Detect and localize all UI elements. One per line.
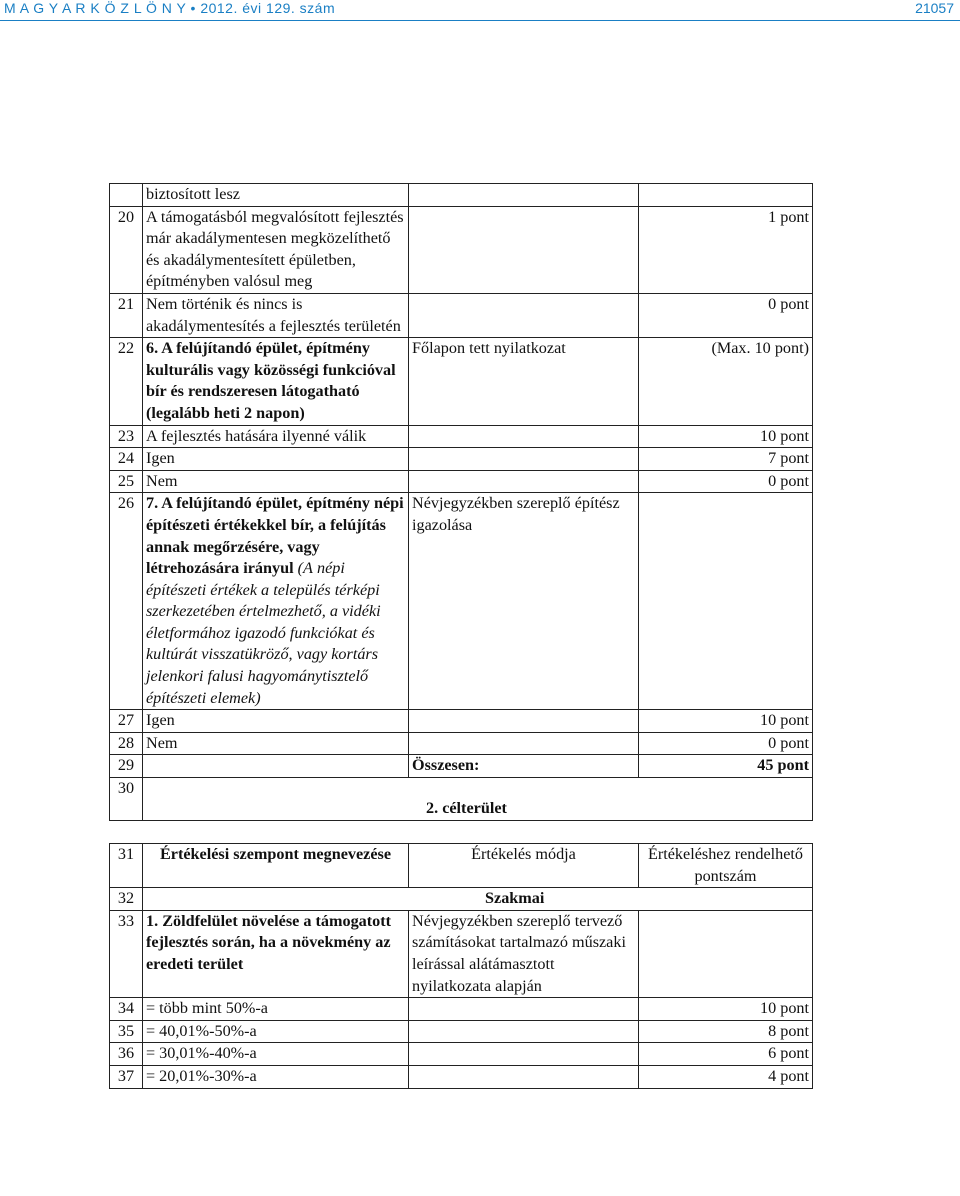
points-cell: 6 pont — [639, 1043, 813, 1066]
table-row — [110, 493, 813, 710]
journal-title: M A G Y A R K Ö Z L Ö N Y — [4, 0, 187, 16]
row-number: 24 — [110, 448, 143, 471]
points-cell — [639, 910, 813, 997]
table-row — [110, 184, 813, 207]
criterion-italic-text: népi építészeti értékek a település térképi szerkezetében értelmezhető, a vidéki életformához igazodó funkciókat és kultúrát visszatükröző, vagy kortárs jelenkori falusi hagyománytisztelő építészeti elemek) — [146, 559, 381, 707]
criterion-cell: = 40,01%-50%-a — [143, 1020, 409, 1043]
criterion-cell: = 30,01%-40%-a — [143, 1043, 409, 1066]
table-row — [110, 844, 813, 888]
points-header: Értékeléshez rendelhető pontszám — [639, 844, 813, 888]
page-header — [0, 0, 960, 26]
row-number: 26 — [110, 493, 143, 710]
criterion-cell: Igen — [143, 710, 409, 733]
scoring-table — [109, 183, 813, 1089]
criterion-cell — [143, 755, 409, 778]
points-cell: 0 pont — [639, 293, 813, 337]
method-cell — [409, 1020, 639, 1043]
bullet-separator: • — [190, 0, 196, 16]
row-number: 25 — [110, 470, 143, 493]
total-label: Összesen: — [409, 755, 639, 778]
table-row — [110, 710, 813, 733]
table-row — [110, 1020, 813, 1043]
row-number: 22 — [110, 338, 143, 425]
criterion-cell: Nem — [143, 732, 409, 755]
method-cell — [409, 1065, 639, 1088]
running-head — [4, 0, 335, 16]
method-cell — [409, 732, 639, 755]
row-number: 20 — [110, 206, 143, 293]
table-row — [110, 998, 813, 1021]
row-number: 28 — [110, 732, 143, 755]
method-cell: Névjegyzékben szereplő tervező számításokat tartalmazó műszaki leírással alátámasztott nyilatkozata alapján — [409, 910, 639, 997]
criterion-cell: = több mint 50%-a — [143, 998, 409, 1021]
table-row — [110, 448, 813, 471]
table-row — [110, 1065, 813, 1088]
total-points: 45 pont — [639, 755, 813, 778]
table-row — [110, 910, 813, 997]
row-number: 27 — [110, 710, 143, 733]
criterion-cell: A támogatásból megvalósított fejlesztés már akadálymentesen megközelíthető és akadálymentesített épületben, építményben valósul meg — [143, 206, 409, 293]
issue-label: 2012. évi 129. szám — [200, 0, 336, 16]
subsection-heading: Szakmai — [143, 888, 813, 911]
row-number: 37 — [110, 1065, 143, 1088]
points-cell: 1 pont — [639, 206, 813, 293]
table-row — [110, 888, 813, 911]
method-cell — [409, 998, 639, 1021]
criterion-cell: Nem — [143, 470, 409, 493]
row-number: 35 — [110, 1020, 143, 1043]
criterion-header: Értékelési szempont megnevezése — [143, 844, 409, 888]
row-number: 31 — [110, 844, 143, 888]
points-cell: 10 pont — [639, 710, 813, 733]
row-number: 21 — [110, 293, 143, 337]
method-cell — [409, 470, 639, 493]
method-cell: Névjegyzékben szereplő építész igazolása — [409, 493, 639, 710]
points-cell: 10 pont — [639, 425, 813, 448]
row-number: 33 — [110, 910, 143, 997]
row-number: 36 — [110, 1043, 143, 1066]
method-cell — [409, 293, 639, 337]
table-row — [110, 778, 813, 821]
method-cell — [409, 710, 639, 733]
method-cell — [409, 448, 639, 471]
method-cell — [409, 206, 639, 293]
row-number: 23 — [110, 425, 143, 448]
criterion-bold-text: 7. A felújítandó épület, építmény népi építészeti értékekkel bír, a felújítás annak megőrzésére, vagy létrehozására irányul — [146, 494, 404, 578]
points-cell: 0 pont — [639, 732, 813, 755]
table-row — [110, 732, 813, 755]
method-cell — [409, 184, 639, 207]
criterion-cell: Nem történik és nincs is akadálymentesítés a fejlesztés területén — [143, 293, 409, 337]
points-cell: 4 pont — [639, 1065, 813, 1088]
row-number: 32 — [110, 888, 143, 911]
table-row — [110, 293, 813, 337]
method-cell — [409, 425, 639, 448]
table-row — [110, 338, 813, 425]
points-cell — [639, 184, 813, 207]
table-row — [110, 755, 813, 778]
header-rule — [0, 20, 960, 21]
points-cell — [639, 493, 813, 710]
points-cell: 8 pont — [639, 1020, 813, 1043]
method-cell: Főlapon tett nyilatkozat — [409, 338, 639, 425]
criterion-cell: A fejlesztés hatására ilyenné válik — [143, 425, 409, 448]
method-cell — [409, 1043, 639, 1066]
row-number — [110, 184, 143, 207]
criterion-cell: 6. A felújítandó épület, építmény kulturális vagy közösségi funkcióval bír és rendszeresen látogatható (legalább heti 2 napon) — [143, 338, 409, 425]
criterion-cell: Igen — [143, 448, 409, 471]
criterion-cell — [143, 493, 409, 710]
points-cell: 0 pont — [639, 470, 813, 493]
points-cell: (Max. 10 pont) — [639, 338, 813, 425]
page-number: 21057 — [915, 0, 954, 16]
criterion-paren-text: (A — [293, 559, 313, 578]
table-row — [110, 1043, 813, 1066]
row-number: 34 — [110, 998, 143, 1021]
table-gap — [110, 821, 813, 844]
table-row — [110, 206, 813, 293]
section-heading: 2. célterület — [143, 778, 813, 821]
criterion-cell: = 20,01%-30%-a — [143, 1065, 409, 1088]
criterion-cell: 1. Zöldfelület növelése a támogatott fejlesztés során, ha a növekmény az eredeti terület — [143, 910, 409, 997]
table-gap-cell — [110, 821, 813, 844]
row-number: 30 — [110, 778, 143, 821]
criterion-cell: biztosított lesz — [143, 184, 409, 207]
points-cell: 7 pont — [639, 448, 813, 471]
row-number: 29 — [110, 755, 143, 778]
points-cell: 10 pont — [639, 998, 813, 1021]
method-header: Értékelés módja — [409, 844, 639, 888]
table-row — [110, 470, 813, 493]
table-row — [110, 425, 813, 448]
